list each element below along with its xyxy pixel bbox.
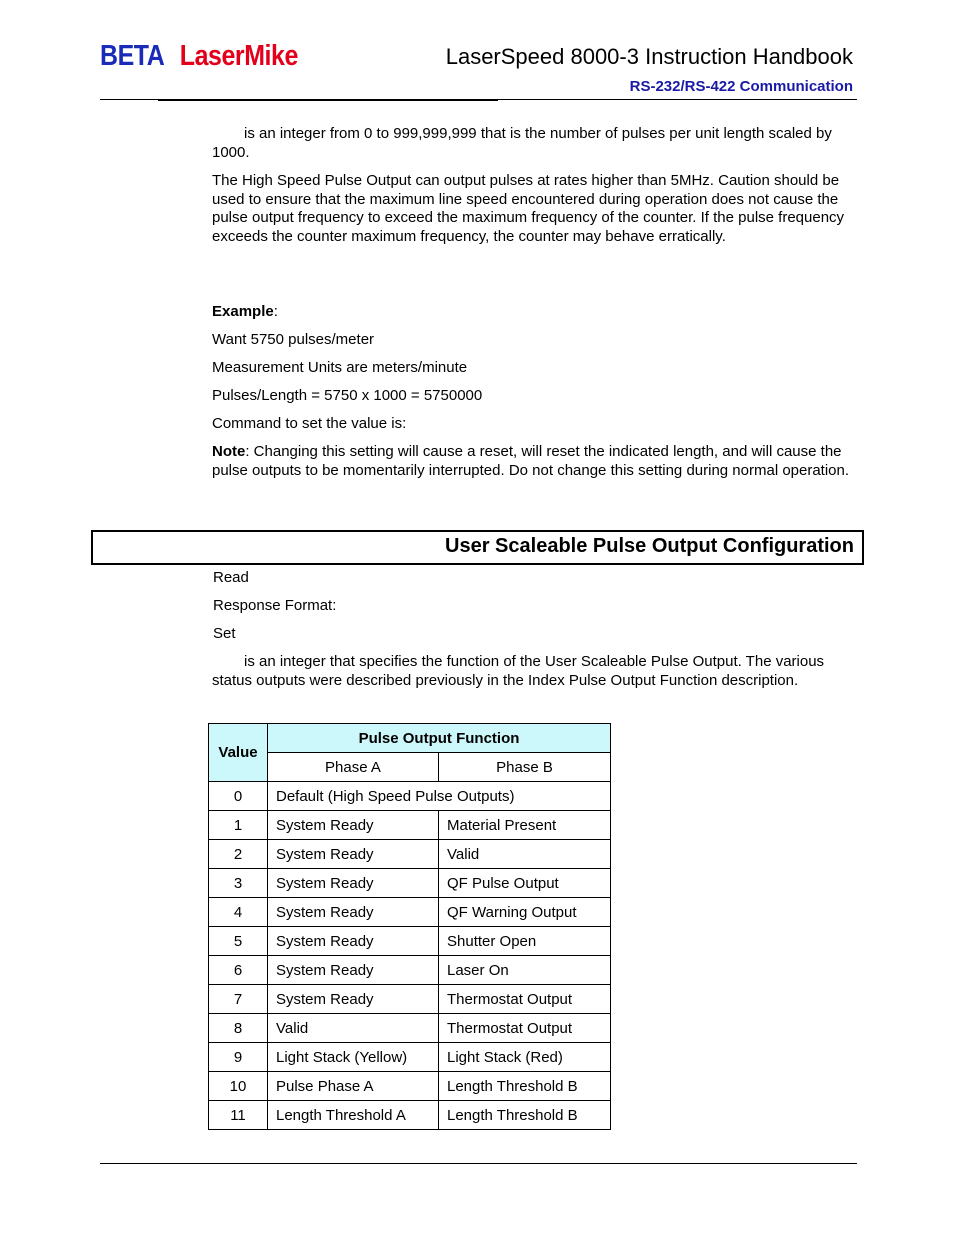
cell-phase-a: Pulse Phase A: [268, 1072, 439, 1101]
cell-phase-a: System Ready: [268, 927, 439, 956]
cell-value: 5: [209, 927, 268, 956]
cell-value: 11: [209, 1101, 268, 1130]
cell-phase-a: Valid: [268, 1014, 439, 1043]
cell-value: 1: [209, 811, 268, 840]
cell-phase-b: QF Pulse Output: [439, 869, 611, 898]
set-command-label: Set: [213, 625, 236, 642]
read-command-label: Read: [213, 569, 249, 586]
table-row: [209, 869, 611, 898]
footer-rule: [100, 1163, 857, 1164]
example-label: Example: [212, 303, 274, 320]
cell-phase-b: QF Warning Output: [439, 898, 611, 927]
cell-value: 10: [209, 1072, 268, 1101]
pulse-output-function-table: [208, 723, 611, 1130]
logo-lasermike: LaserMike: [179, 40, 298, 72]
section-title: User Scaleable Pulse Output Configuration: [445, 535, 854, 557]
table-row: [209, 1014, 611, 1043]
cell-phase-b: Thermostat Output: [439, 1014, 611, 1043]
header-rule-accent: [158, 100, 498, 101]
paragraph-user-scaleable: is an integer that specifies the function of the User Scaleable Pulse Output. The various status outputs were described previously in the Index Pulse Output Function description.: [212, 653, 825, 689]
cell-phase-a: Light Stack (Yellow): [268, 1043, 439, 1072]
paragraph-pulses-per-length: is an integer from 0 to 999,999,999 that is the number of pulses per unit length scaled by 1000.: [212, 125, 832, 161]
cell-phase-a: System Ready: [268, 956, 439, 985]
paragraph-high-speed-caution: The High Speed Pulse Output can output pulses at rates higher than 5MHz. Caution should be used to ensure that the maximum line speed encountered during operation does not cause the pulse output frequency to exceed the maximum frequency of the counter. If the pulse frequency exceeds the counter maximum frequency, the counter may behave erratically.: [212, 172, 845, 245]
cell-value: 7: [209, 985, 268, 1014]
table-row: [209, 927, 611, 956]
table-row: [209, 1101, 611, 1130]
table-row: [209, 985, 611, 1014]
cell-phase-a: Length Threshold A: [268, 1101, 439, 1130]
header-pulse-output-function: Pulse Output Function: [268, 724, 611, 753]
cell-phase-b: Length Threshold B: [439, 1101, 611, 1130]
cell-phase-a: System Ready: [268, 985, 439, 1014]
table-subheader-row: [209, 753, 611, 782]
example-line-2: Measurement Units are meters/minute: [212, 359, 468, 376]
cell-phase-b: Light Stack (Red): [439, 1043, 611, 1072]
response-format-label: Response Format:: [213, 597, 337, 614]
cell-phase-a: System Ready: [268, 898, 439, 927]
example-line-3: Pulses/Length = 5750 x 1000 = 5750000: [212, 387, 483, 404]
cell-phase-b: Laser On: [439, 956, 611, 985]
logo: [100, 40, 298, 73]
example-colon: :: [273, 303, 278, 320]
header-value: Value: [209, 724, 268, 782]
note-paragraph: [212, 443, 857, 480]
document-title: LaserSpeed 8000-3 Instruction Handbook: [445, 44, 853, 69]
example-heading: [212, 303, 857, 322]
cell-value: 9: [209, 1043, 268, 1072]
cell-phase-a: System Ready: [268, 869, 439, 898]
table-row: [209, 840, 611, 869]
table-header-row: [209, 724, 611, 753]
header-phase-b: Phase B: [439, 753, 611, 782]
note-label: Note: [212, 443, 246, 460]
logo-beta: BETA: [100, 40, 165, 72]
table-row: [209, 898, 611, 927]
chapter-heading: RS-232/RS-422 Communication: [629, 78, 853, 95]
cell-default-function: Default (High Speed Pulse Outputs): [268, 782, 611, 811]
cell-value: 2: [209, 840, 268, 869]
example-line-4: Command to set the value is:: [212, 415, 407, 432]
cell-value: 3: [209, 869, 268, 898]
cell-value: 4: [209, 898, 268, 927]
header-phase-a: Phase A: [268, 753, 439, 782]
cell-phase-a: System Ready: [268, 840, 439, 869]
cell-phase-a: System Ready: [268, 811, 439, 840]
cell-phase-b: Valid: [439, 840, 611, 869]
cell-phase-b: Material Present: [439, 811, 611, 840]
cell-phase-b: Length Threshold B: [439, 1072, 611, 1101]
cell-phase-b: Shutter Open: [439, 927, 611, 956]
table-row: [209, 1072, 611, 1101]
example-line-1: Want 5750 pulses/meter: [212, 331, 375, 348]
table-row: [209, 782, 611, 811]
table-row: [209, 811, 611, 840]
section-heading-box: [91, 530, 864, 565]
cell-phase-b: Thermostat Output: [439, 985, 611, 1014]
cell-value: 6: [209, 956, 268, 985]
cell-value: 0: [209, 782, 268, 811]
note-text: : Changing this setting will cause a reset, will reset the indicated length, and will cause the pulse outputs to be momentarily interrupted. Do not change this setting during normal operation.: [212, 443, 850, 479]
table-row: [209, 956, 611, 985]
table-row: [209, 1043, 611, 1072]
cell-value: 8: [209, 1014, 268, 1043]
